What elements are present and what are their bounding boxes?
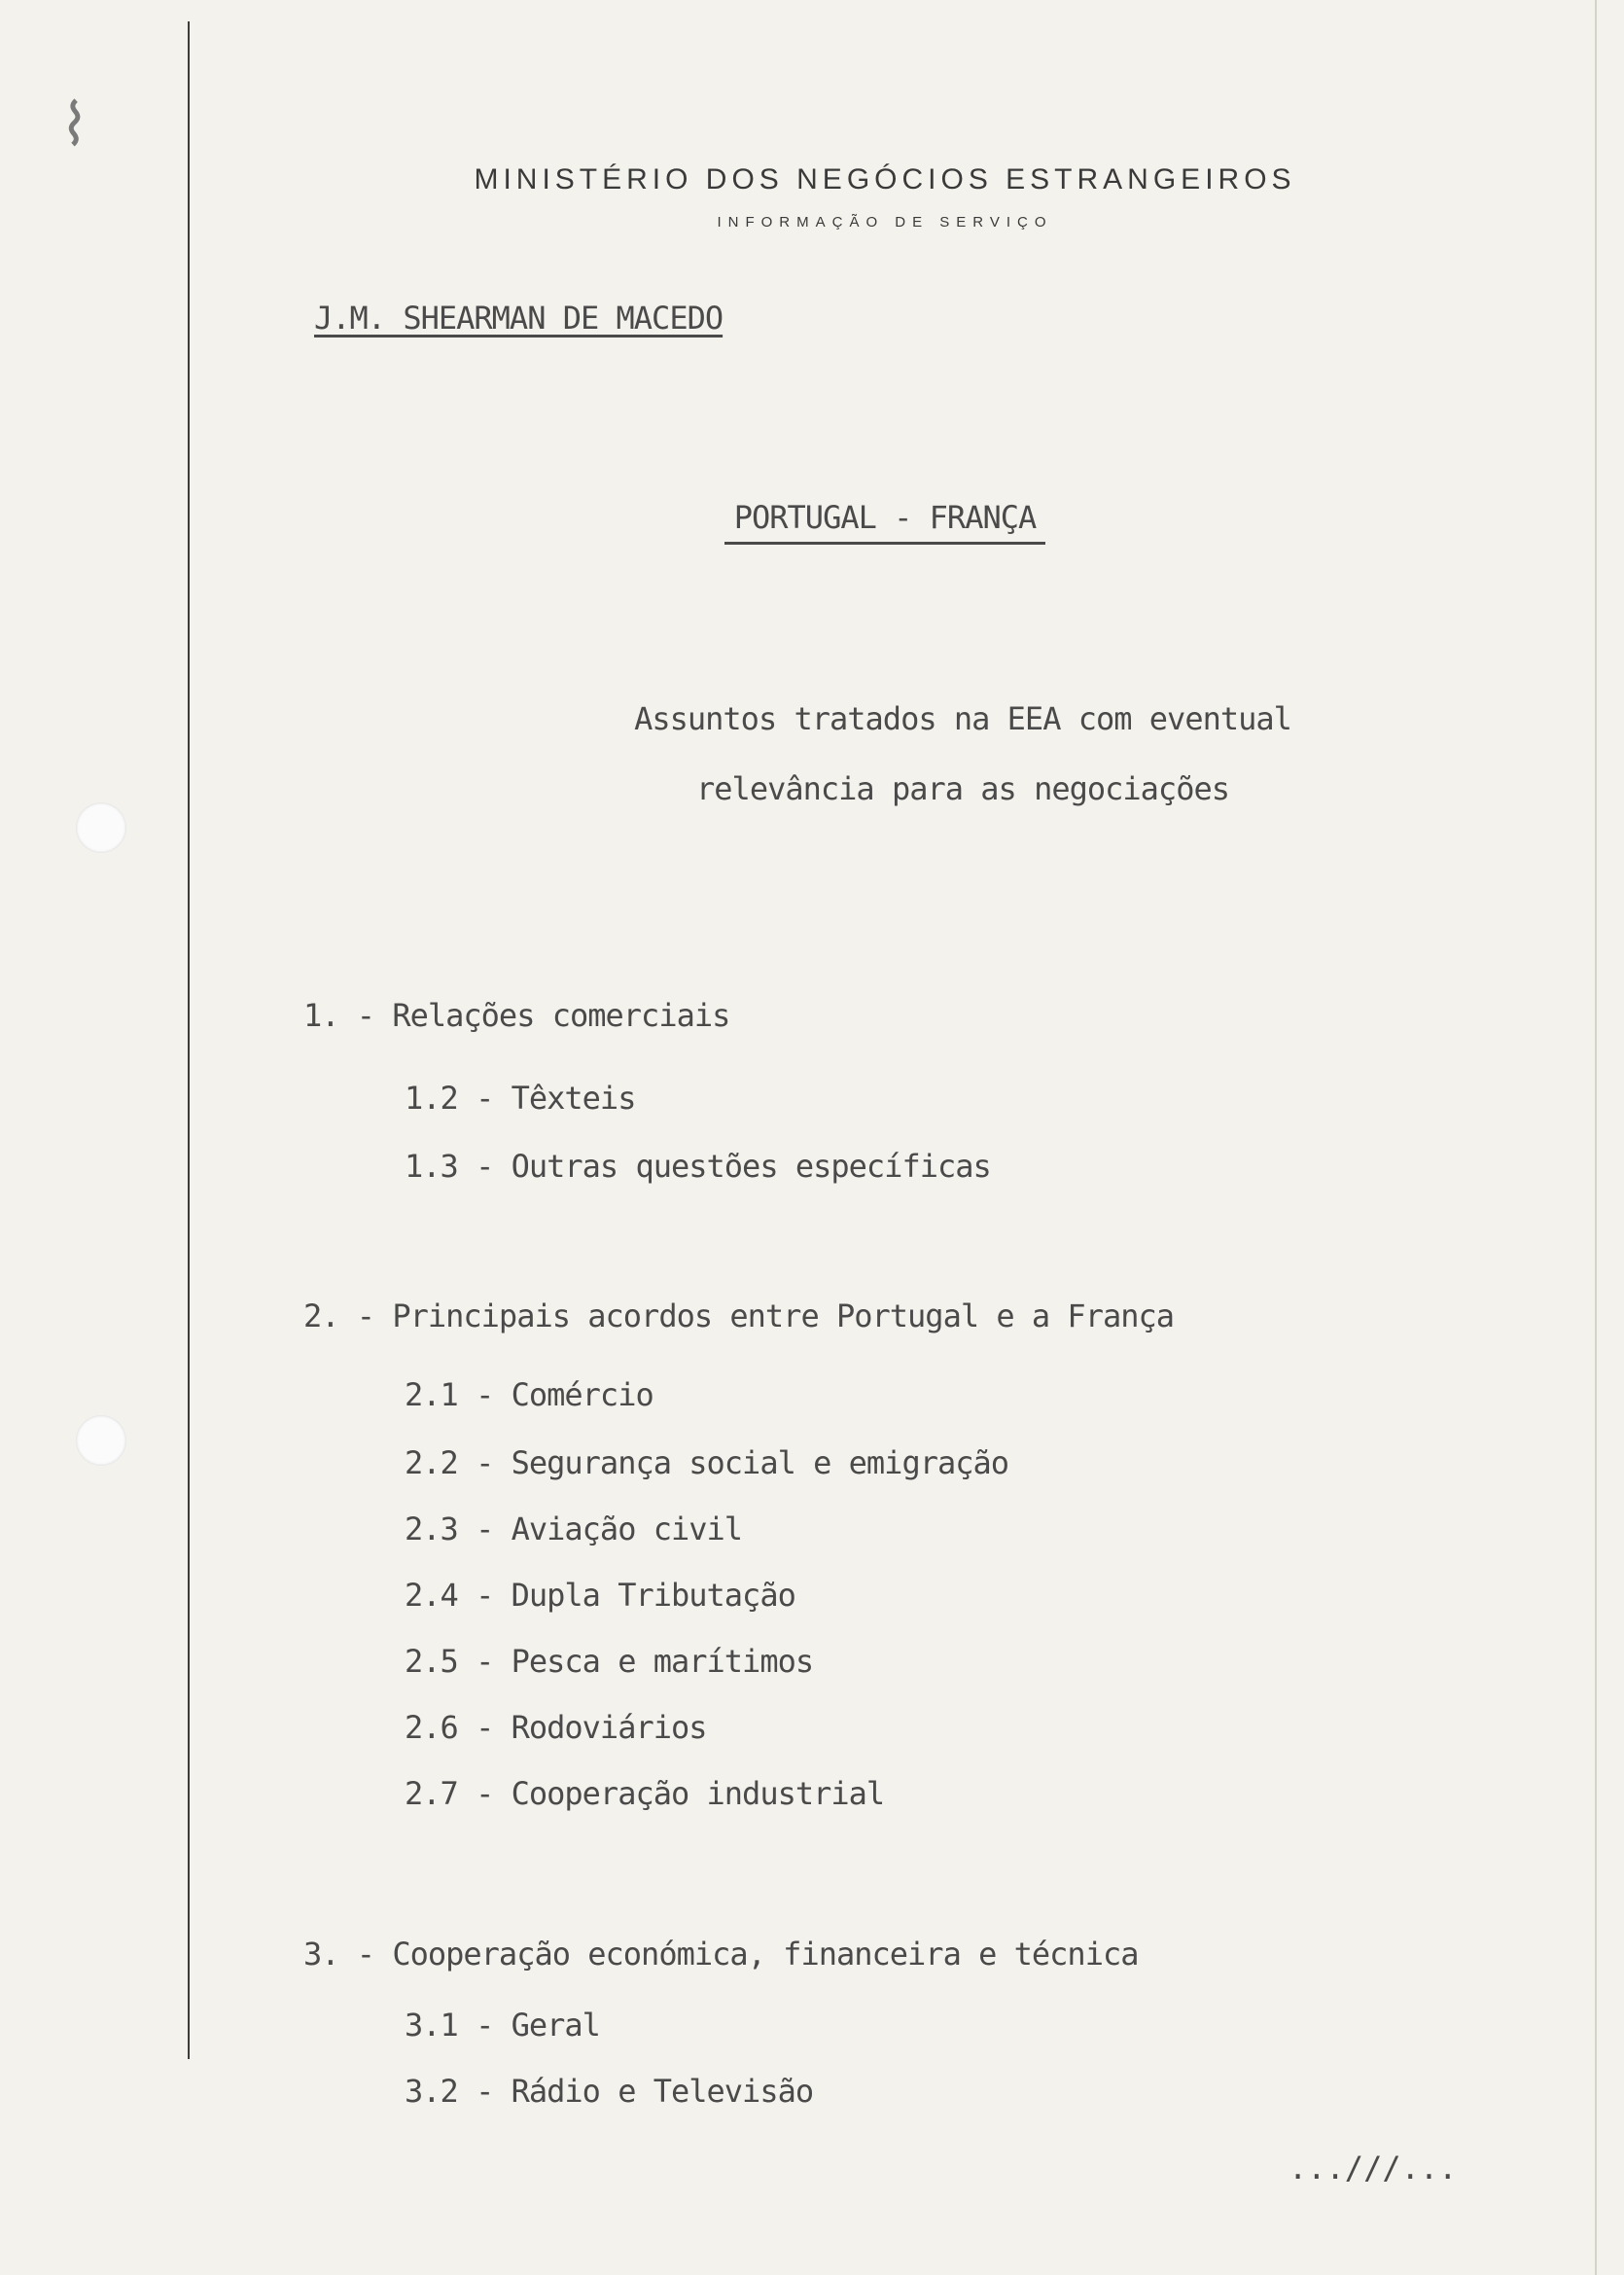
- section-item: 2.1 - Comércio: [405, 1376, 653, 1413]
- punch-hole: [76, 802, 126, 853]
- section-item: 2.7 - Cooperação industrial: [405, 1775, 885, 1812]
- document-title-text: PORTUGAL - FRANÇA: [724, 499, 1046, 545]
- section-item: 1.3 - Outras questões específicas: [405, 1148, 991, 1185]
- continuation-mark: ...///...: [1289, 2150, 1458, 2186]
- section-item: 2.6 - Rodoviários: [405, 1709, 707, 1746]
- punch-hole: [76, 1415, 126, 1466]
- section-item: 1.2 - Têxteis: [405, 1080, 636, 1117]
- section-heading: 1. - Relações comerciais: [303, 997, 730, 1034]
- subject-line-2: relevância para as negociações: [696, 770, 1229, 807]
- section-item: 2.2 - Segurança social e emigração: [405, 1444, 1009, 1481]
- author-name: J.M. SHEARMAN DE MACEDO: [314, 300, 724, 337]
- ministry-header: MINISTÉRIO DOS NEGÓCIOS ESTRANGEIROS: [474, 163, 1296, 196]
- service-subtitle: INFORMAÇÃO DE SERVIÇO: [717, 214, 1053, 231]
- section-item: 3.2 - Rádio e Televisão: [405, 2073, 814, 2110]
- margin-rule: [188, 21, 190, 2059]
- section-heading: 2. - Principais acordos entre Portugal e a França: [303, 1297, 1175, 1334]
- section-heading: 3. - Cooperação económica, financeira e técnica: [303, 1936, 1139, 1973]
- section-item: 3.1 - Geral: [405, 2007, 600, 2044]
- section-item: 2.4 - Dupla Tributação: [405, 1577, 795, 1614]
- section-item: 2.5 - Pesca e marítimos: [405, 1643, 814, 1680]
- document-title: [0, 499, 1624, 545]
- section-item: 2.3 - Aviação civil: [405, 1511, 743, 1547]
- pencil-mark-icon: ⌇: [57, 89, 91, 160]
- page-edge: [1595, 0, 1597, 2275]
- subject-line-1: Assuntos tratados na EEA com eventual: [634, 700, 1291, 737]
